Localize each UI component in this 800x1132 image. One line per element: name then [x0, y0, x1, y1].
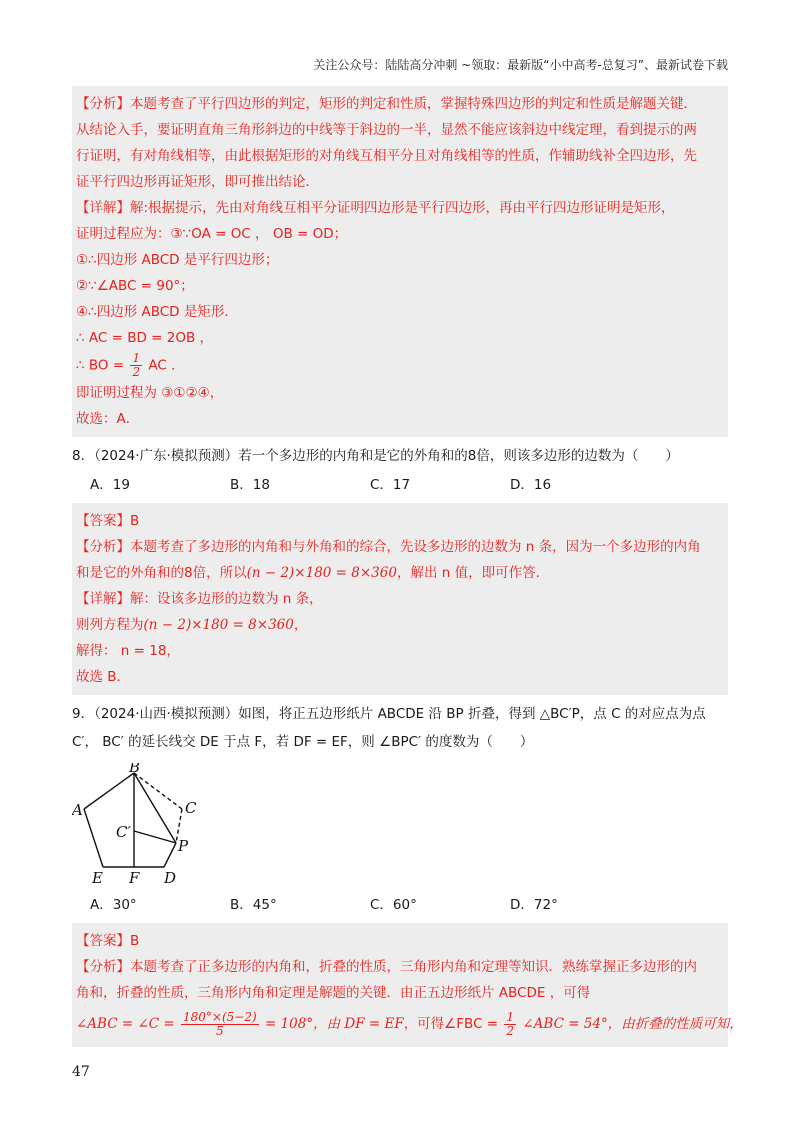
q9-stem-1: 9．（2024·山西·模拟预测）如图，将正五边形纸片 ABCDE 沿 BP 折叠，得到 △BC′P，点 C 的对应点为点	[72, 706, 706, 722]
analysis-text: 本题考查了正多边形的内角和，折叠的性质，三角形内角和定理等知识．熟练掌握正多边形的内	[130, 959, 697, 975]
detail-text: 解得： n = 18，	[76, 643, 180, 659]
label-b: B	[129, 763, 141, 776]
answer-tag: 【答案】	[76, 933, 130, 949]
detail-text: 解：设该多边形的边数为 n 条，	[130, 591, 323, 607]
proof-intro: 证明过程应为：	[76, 226, 171, 242]
proof-step-2: ②∵∠ABC = 90°；	[76, 278, 194, 294]
option-c: C．60°	[370, 897, 417, 913]
analysis-tag: 【分析】	[76, 96, 130, 112]
page-number: 47	[72, 1064, 90, 1080]
q9-stem-2: C′， BC′ 的延长线交 DE 于点 F，若 DF = EF，则 ∠BPC′ 的度数为（ ）	[72, 734, 534, 750]
conclusion-2: ∴ BO = $\frac{1}{2}$ AC ．	[76, 351, 185, 379]
label-c: C	[185, 799, 197, 817]
label-f: F	[129, 869, 140, 885]
q7-solution-box	[72, 86, 728, 437]
analysis-formula: ∠ABC = ∠C = $\frac{180^\circ\times(5-2)}{5}$ = 108°，由 DF = EF，可得∠FBC = $\frac{1}{2}$ ∠ABC = 54°，由折叠的性质可知，	[76, 1009, 743, 1038]
option-c: C．17	[370, 477, 411, 493]
option-b: B．45°	[230, 897, 277, 913]
label-p: P	[178, 837, 189, 855]
pentagon-diagram	[72, 763, 222, 885]
label-e: E	[92, 869, 103, 885]
q9-solution-box	[72, 923, 743, 1047]
answer-tag: 【答案】	[76, 513, 130, 529]
edge-ab	[84, 773, 134, 809]
conclusion-1: ∴ AC = BD = 2OB ，	[76, 330, 214, 346]
edge-ae	[84, 809, 103, 867]
detail-tag: 【详解】	[76, 591, 130, 607]
q9-options	[90, 893, 728, 917]
detail-text: 故选 B．	[76, 669, 131, 685]
page-content	[72, 86, 743, 1047]
analysis-text: 本题考查了多边形的内角和与外角和的综合，先设多边形的边数为 n 条，因为一个多边形的内角	[130, 539, 701, 555]
detail-text: 则列方程为(n − 2)×180 = 8×360，	[76, 617, 308, 633]
option-a: A．30°	[90, 897, 137, 913]
page-header: 关注公众号：陆陆高分冲刺 ~领取：最新版“小中高考-总复习”、最新试卷下载	[313, 58, 728, 72]
option-b: B．18	[230, 477, 270, 493]
analysis-text: 从结论入手，要证明直角三角形斜边的中线等于斜边的一半，显然不能应该斜边中线定理，看到提示的两	[76, 122, 697, 138]
answer-value: B	[130, 513, 140, 529]
analysis-text: 本题考查了平行四边形的判定，矩形的判定和性质，掌握特殊四边形的判定和性质是解题关键．	[130, 96, 697, 112]
dashed-bc	[134, 773, 182, 809]
proof-step-3: ③∵OA = OC ， OB = OD；	[170, 226, 348, 242]
analysis-tag: 【分析】	[76, 539, 130, 555]
proof-step-1: ①∴四边形 ABCD 是平行四边形；	[76, 252, 279, 268]
choice-result: 故选：A．	[76, 411, 140, 427]
option-d: D．16	[510, 477, 552, 493]
q8-stem: 8．（2024·广东·模拟预测）若一个多边形的内角和是它的外角和的8倍，则该多边形的边数为（ ）	[72, 448, 679, 464]
q8-solution-box	[72, 503, 728, 695]
proof-step-4: ④∴四边形 ABCD 是矩形．	[76, 304, 238, 320]
detail-text: 解:根据提示，先由对角线互相平分证明四边形是平行四边形，再由平行四边形证明是矩形，	[130, 200, 675, 216]
analysis-text: 证平行四边形再证矩形，即可推出结论．	[76, 174, 319, 190]
option-d: D．72°	[510, 897, 558, 913]
analysis-tag: 【分析】	[76, 959, 130, 975]
edge-dp	[164, 843, 176, 867]
q8-options	[90, 473, 728, 497]
proof-order: 即证明过程为 ③①②④，	[76, 385, 224, 401]
pentagon-figure	[72, 763, 728, 889]
label-d: D	[164, 869, 177, 885]
answer-value: B	[130, 933, 140, 949]
detail-tag: 【详解】	[76, 200, 130, 216]
analysis-text: 和是它的外角和的8倍，所以(n − 2)×180 = 8×360，解出 n 值，即可作答．	[76, 565, 550, 581]
option-a: A．19	[90, 477, 130, 493]
analysis-text: 角和，折叠的性质，三角形内角和定理是解题的关键．由正五边形纸片 ABCDE ，可得	[76, 985, 591, 1001]
analysis-text: 行证明，有对角线相等，由此根据矩形的对角线互相平分且对角线相等的性质，作辅助线补全四边形，先	[76, 148, 697, 164]
label-a: A	[72, 801, 83, 819]
label-c-prime: C′	[116, 823, 131, 841]
